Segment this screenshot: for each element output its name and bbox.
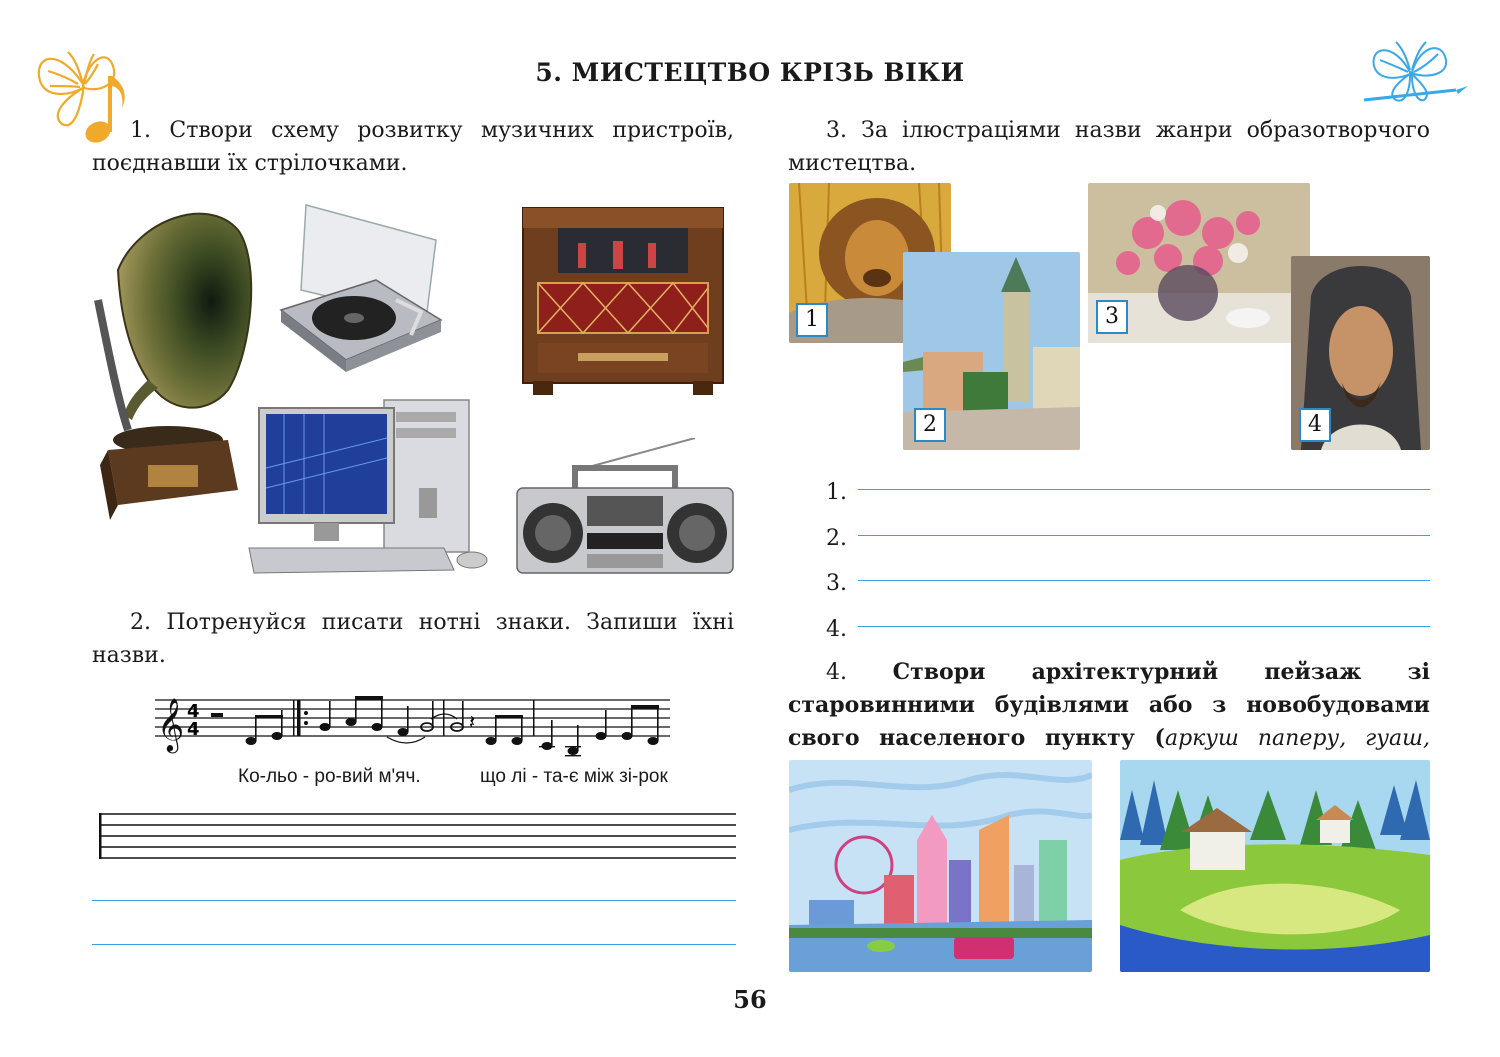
task2-answer-line-1[interactable] (92, 900, 736, 901)
answer-number-2: 2. (826, 526, 847, 551)
task3-number: 3. (826, 118, 847, 143)
svg-text:4: 4 (187, 719, 200, 740)
turntable-image (276, 200, 446, 375)
answer-number-4: 4. (826, 617, 847, 642)
answer-line-2[interactable] (858, 535, 1430, 536)
city-drawing (789, 760, 1092, 972)
svg-text:𝄽: 𝄽 (469, 710, 476, 734)
task2-instruction: Потренуйся писати нотні знаки. Запиши їхні назви. (92, 610, 734, 668)
page-number: 56 (733, 985, 767, 1014)
computer-image (244, 398, 494, 578)
svg-text:4: 4 (187, 701, 200, 722)
picture-label-2: 2 (914, 408, 946, 442)
gramophone-image (88, 200, 258, 530)
task1-text (92, 114, 734, 180)
task4-instruction: Створи архітектурний пейзаж зі старовинними будівлями або з новобудовами свого населеного пункту ( (788, 659, 1430, 751)
lyrics-right: що лі - та-є між зі-рок (480, 766, 668, 787)
answer-number-1: 1. (826, 480, 847, 505)
task4-number: 4. (826, 660, 847, 685)
task2-number: 2. (130, 610, 151, 635)
task3-instruction: За ілюстраціями назви жанри образотворчого мистецтва. (788, 118, 1430, 176)
task2-text (92, 606, 734, 672)
picture-label-3: 3 (1096, 300, 1128, 334)
empty-staff[interactable] (96, 810, 736, 860)
task1-number: 1. (130, 118, 151, 143)
answer-line-1[interactable] (858, 489, 1430, 490)
svg-text:𝄞: 𝄞 (157, 697, 185, 751)
boombox-image (515, 438, 735, 578)
task4-materials: аркуш паперу, гуаш, (1164, 726, 1430, 751)
answer-line-3[interactable] (858, 580, 1430, 581)
orchestrion-image (518, 203, 728, 395)
village-drawing (1120, 760, 1430, 972)
task1-instruction: Створи схему розвитку музичних пристроїв, поєднавши їх стрілочками. (92, 118, 734, 176)
page-title: 5. МИСТЕЦТВО КРІЗЬ ВІКИ (535, 58, 965, 87)
picture-label-1: 1 (796, 303, 828, 337)
task2-answer-line-2[interactable] (92, 944, 736, 945)
picture-label-4: 4 (1299, 408, 1331, 442)
lyrics-left: Ко-льо - ро-вий м'яч. (238, 766, 421, 787)
answer-number-3: 3. (826, 571, 847, 596)
music-score (155, 685, 685, 765)
answer-line-4[interactable] (858, 626, 1430, 627)
task3-text (788, 114, 1430, 180)
